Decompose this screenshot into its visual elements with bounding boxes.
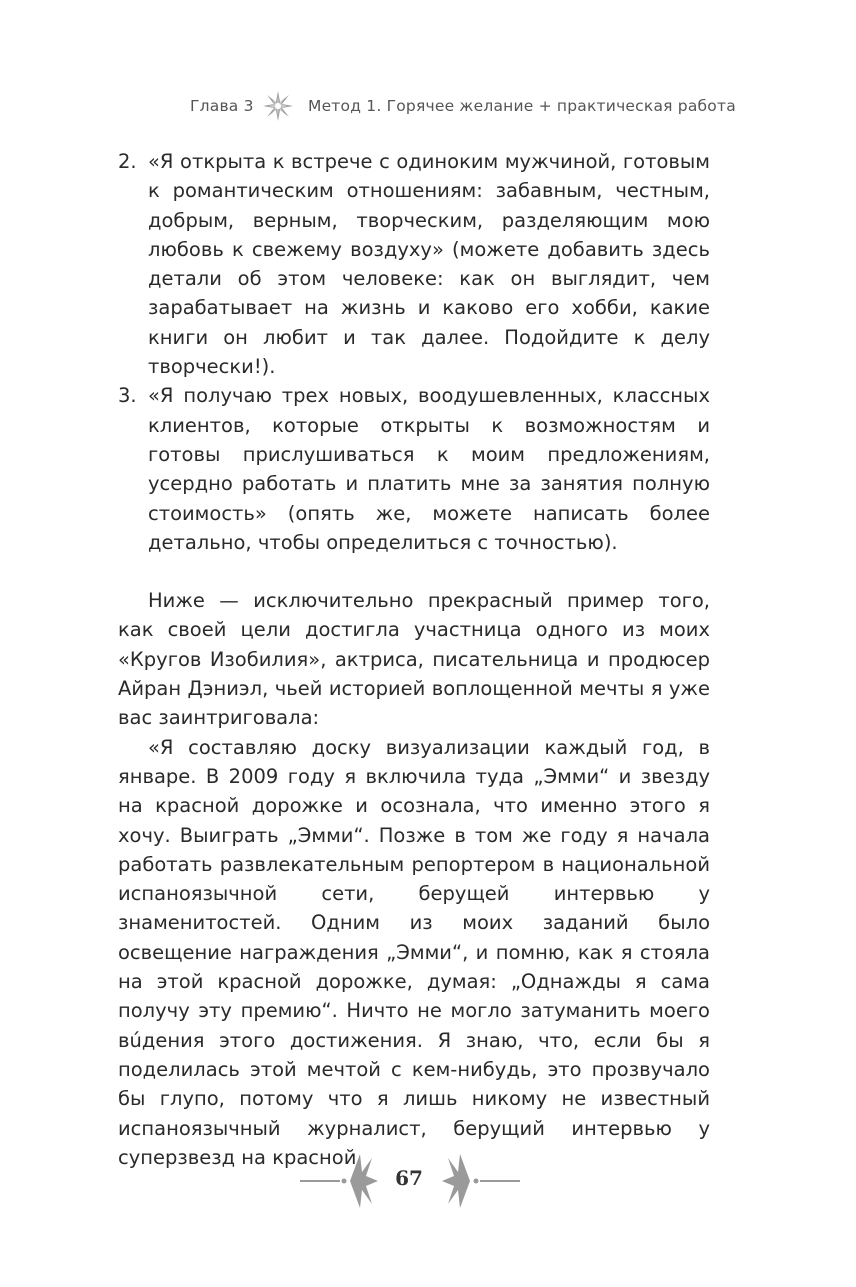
paragraph: Ниже — исключительно прекрасный пример того, как своей цели достигла участница одного из моих «Кругов Изобилия», актриса, писательница и продюсер Айран Дэниэл, чьей историей воплощенной мечты я уже вас заинтриговала: (118, 589, 710, 730)
list-item-text: «Я открыта к встрече с одиноким мужчиной, готовым к романтическим отношениям: забавным, честным, добрым, верным, творческим, разделяющим мою любовь к свежему воздуху» (можете добавить здесь детали об этом человеке: как он выглядит, чем зарабатывает на жизнь и каково его хобби, какие книги он любит и так далее. Подойдите к делу творчески!). (148, 150, 710, 379)
paragraph-gap (118, 557, 710, 586)
method-title: Метод 1. Горячее желание + практическая работа (308, 97, 736, 115)
list-item (118, 147, 710, 381)
paragraph: «Я составляю доску визуализации каждый год, в январе. В 2009 году я включила туда „Эмми“ и звезду на красной дорожке и осознала, что именно этого я хочу. Выиграть „Эмми“. Позже в том же году я начала работать развлекательным репортером в национальной испаноязычной сети, берущей интервью у знаменитостей. Одним из моих заданий было освещение награждения „Эмми“, и помню, как я стояла на этой красной дорожке, думая: „Однажды я сама получу эту премию“. Ничто не могло затуманить моего вúдения этого достижения. Я знаю, что, если бы я поделилась этой мечтой с кем-нибудь, это прозвучало бы глупо, потому что я лишь никому не известный испаноязычный журналист, берущий интервью у суперзвезд на красной (118, 735, 710, 1169)
page-footer (0, 1150, 856, 1210)
page-body (118, 147, 710, 1172)
right-burst-ornament-icon (440, 1150, 520, 1210)
left-burst-ornament-icon (300, 1150, 380, 1210)
chapter-label: Глава 3 (190, 97, 254, 115)
running-header (0, 95, 856, 125)
list-item-number: 2. (118, 150, 137, 173)
page-number: 67 (395, 1166, 423, 1190)
numbered-list (118, 147, 710, 557)
list-item-text: «Я получаю трех новых, воодушевленных, классных клиентов, которые открыты к возможностям и готовы прислушиваться к моим предложениям, усердно работать и платить мне за занятия полную стоимость» (опять же, можете написать более детально, чтобы определиться с точностью). (148, 384, 710, 554)
list-item (118, 381, 710, 557)
sunburst-icon (263, 91, 293, 121)
list-item-number: 3. (118, 384, 137, 408)
